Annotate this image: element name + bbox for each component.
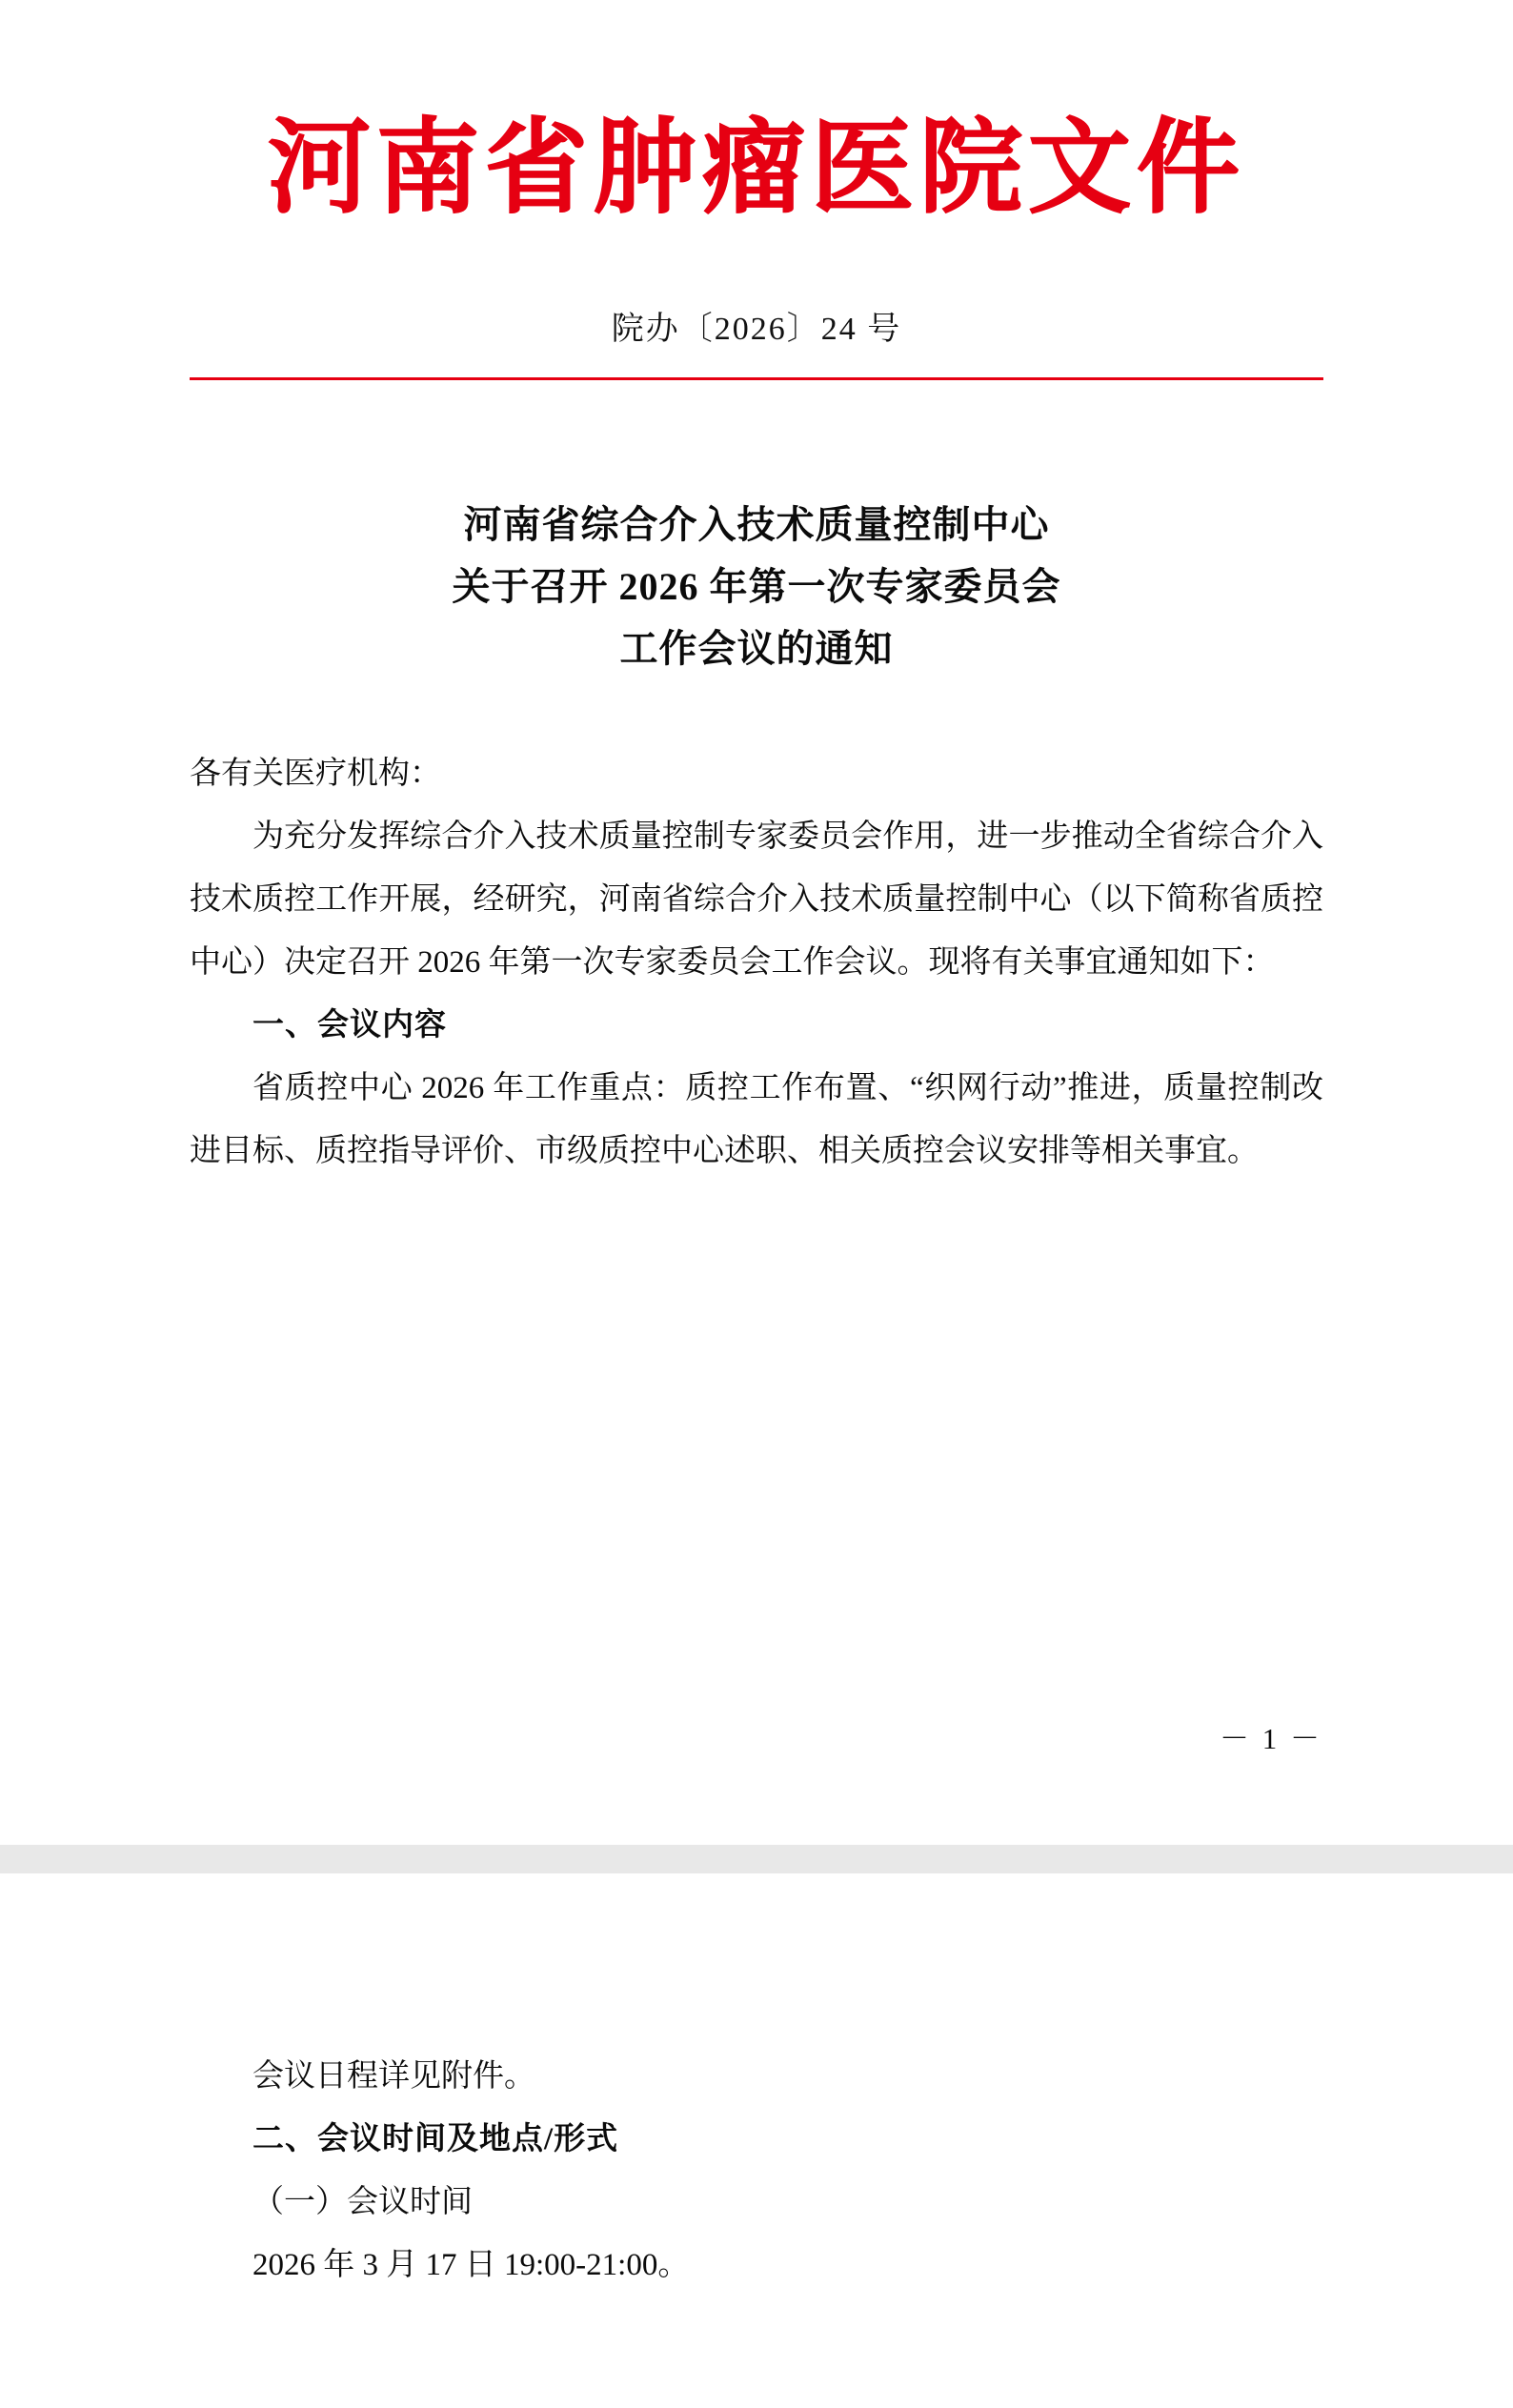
letterhead: [0, 0, 1513, 228]
page-separator: [0, 1845, 1513, 1873]
section-heading-one: 一、会议内容: [252, 1008, 447, 1043]
document-page-2: [0, 1873, 1513, 2408]
section-one-body: 省质控中心 2026 年工作重点：质控工作布置、“织网行动”推进，质量控制改进目标、质控指导评价、市级质控中心述职、相关质控会议安排等相关事宜。: [190, 1071, 1323, 1169]
document-body-page-2: [190, 1873, 1323, 2297]
page-number: － 1 －: [1220, 1722, 1322, 1755]
document-title-line-3: 工作会议的通知: [619, 626, 894, 670]
letterhead-title: 河南省肿瘤医院文件: [267, 112, 1245, 226]
body-paragraph-1: 为充分发挥综合介入技术质量控制专家委员会作用，进一步推动全省综合介入技术质控工作开展，经研究，河南省综合介入技术质量控制中心（以下简称省质控中心）决定召开 2026 年第一次专家委员会工作会议。现将有关事宜通知如下：: [190, 820, 1323, 981]
document-title: [0, 495, 1513, 679]
document-title-line-2: 关于召开 2026 年第一次专家委员会: [452, 564, 1061, 608]
agenda-note: 会议日程详见附件。: [252, 2059, 535, 2094]
document-body: [190, 679, 1323, 1183]
document-number: 院办〔2026〕24 号: [611, 311, 902, 347]
red-divider-rule: [190, 377, 1323, 380]
salutation: 各有关医疗机构：: [190, 757, 441, 792]
section-heading-two: 二、会议时间及地点/形式: [252, 2122, 619, 2156]
meeting-time: 2026 年 3 月 17 日 19:00-21:00。: [252, 2248, 690, 2282]
subsection-one-heading: （一）会议时间: [252, 2185, 473, 2219]
document-title-line-1: 河南省综合介入技术质量控制中心: [463, 502, 1050, 546]
